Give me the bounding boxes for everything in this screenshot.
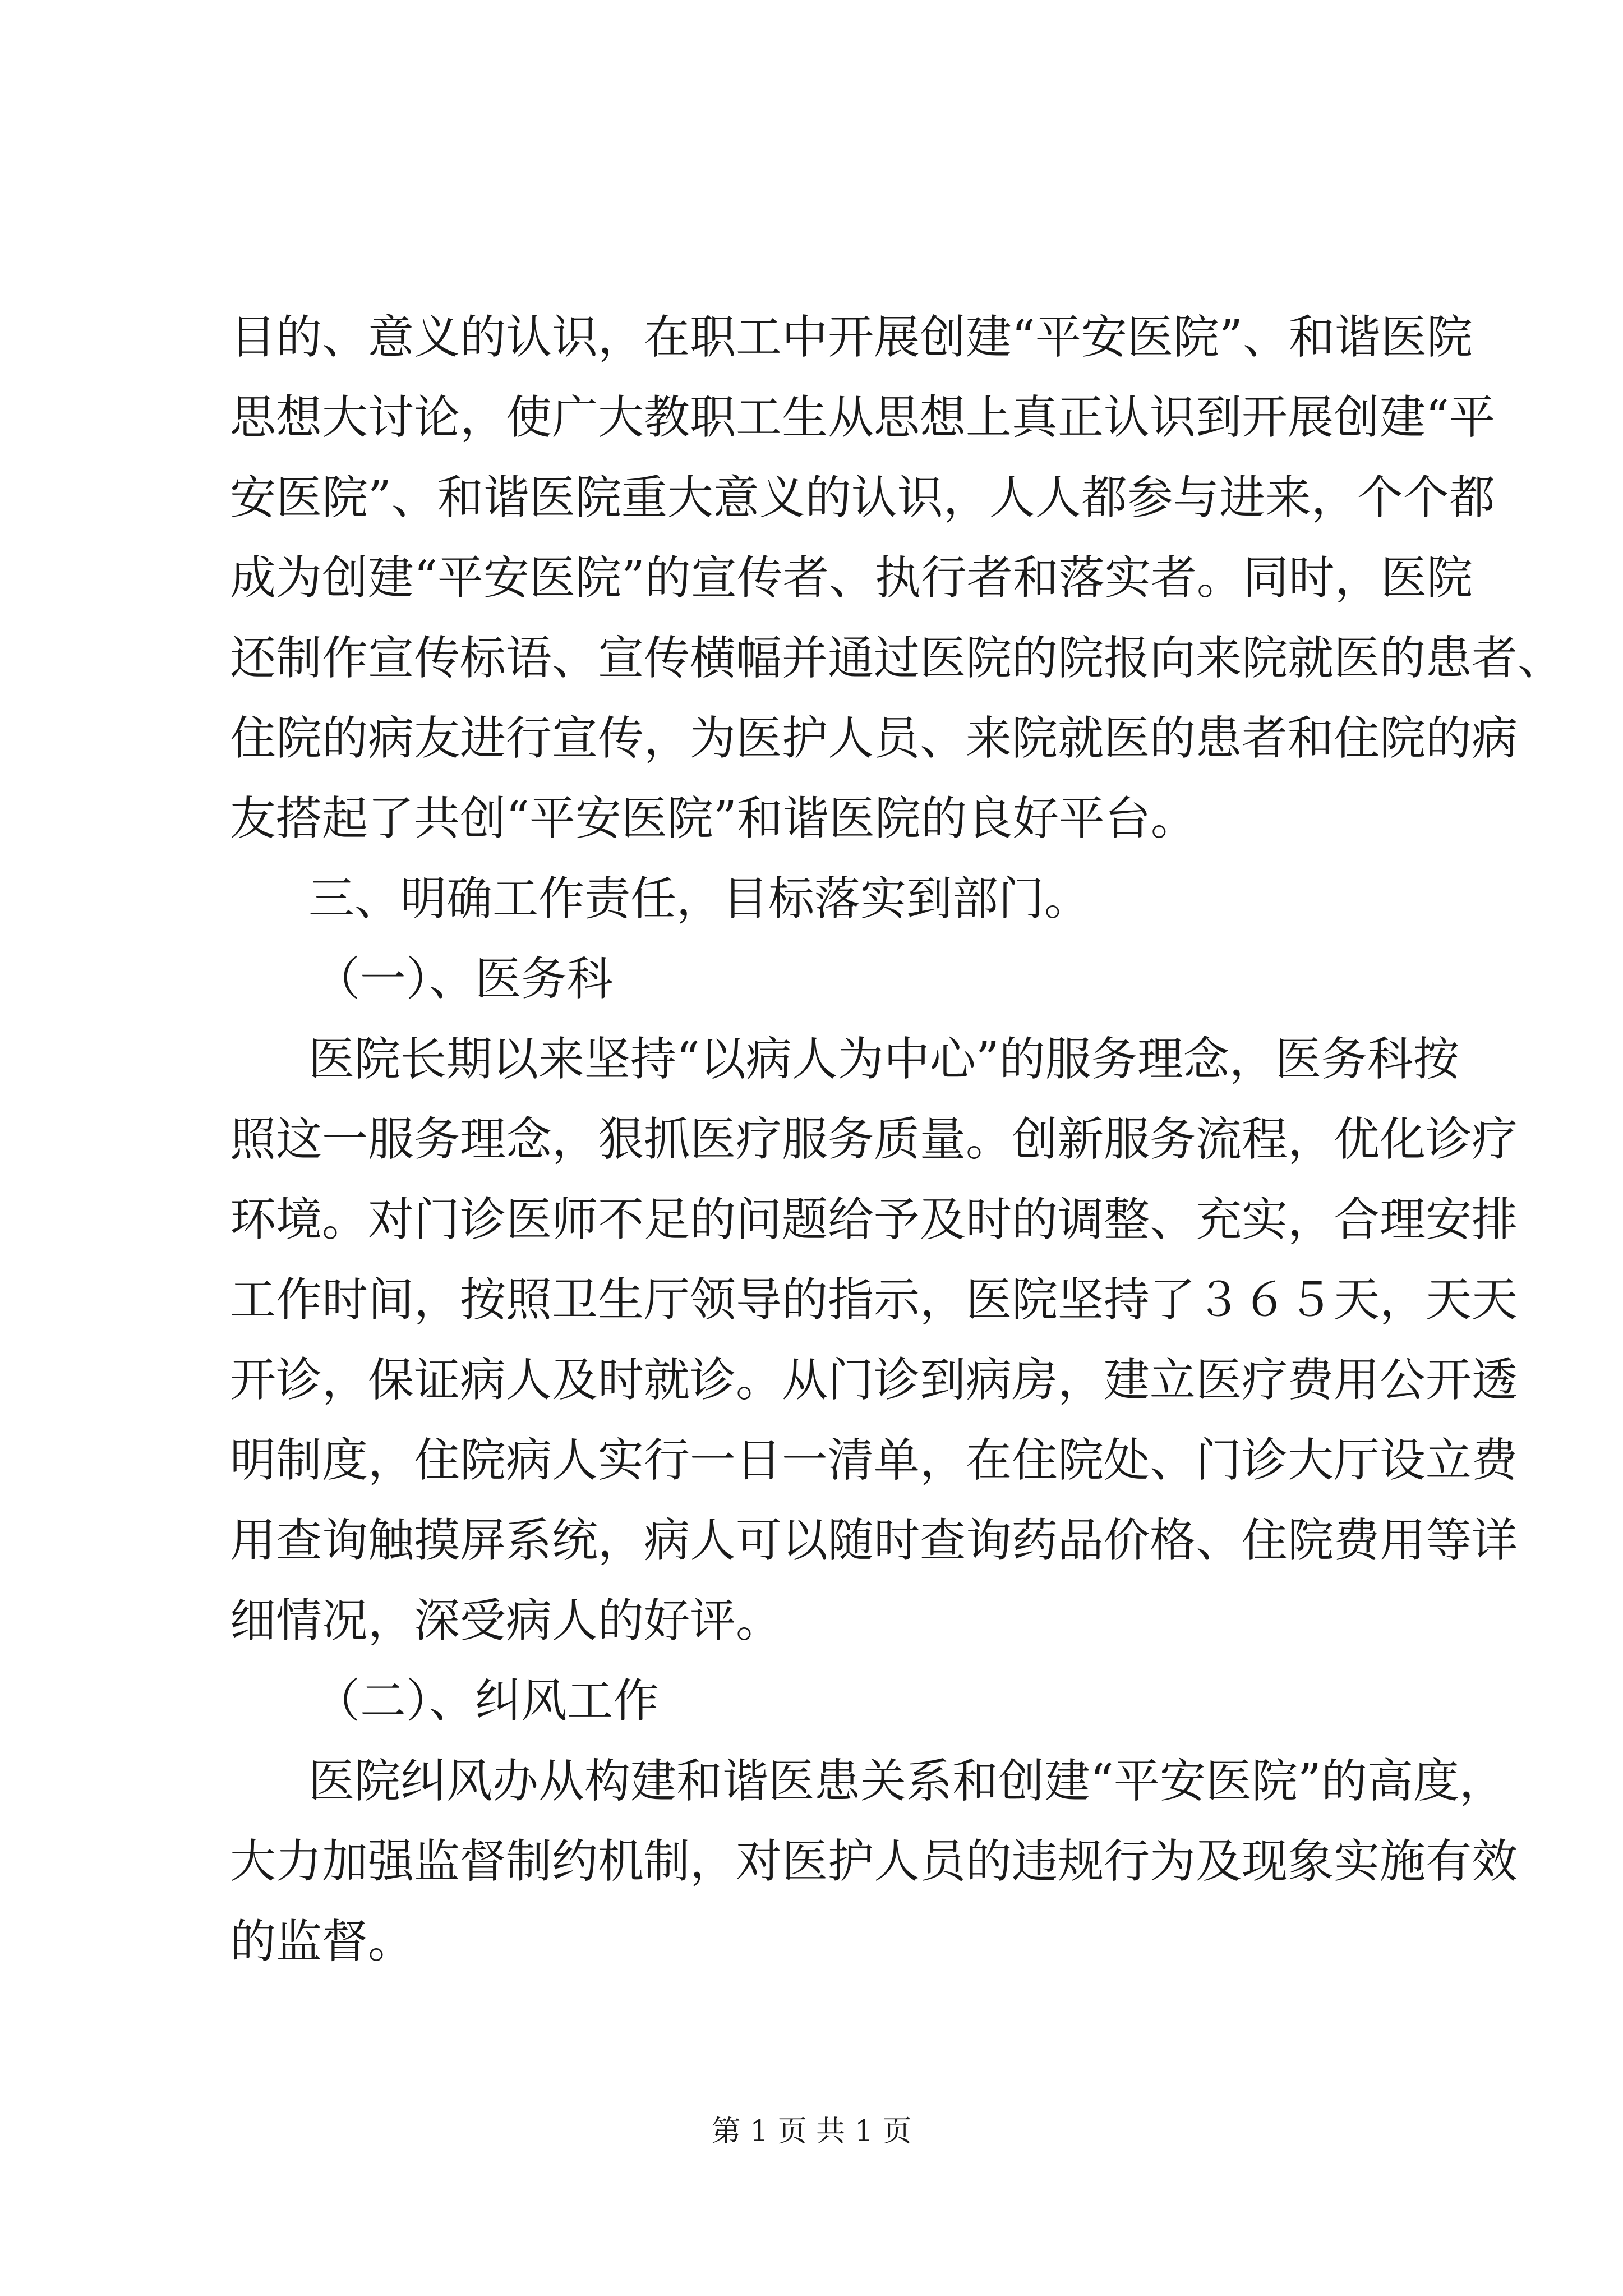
document-body (230, 297, 1564, 1982)
text-line: 开诊，保证病人及时就诊。从门诊到病房，建立医疗费用公开透 (230, 1354, 1518, 1407)
text-line: 医院纠风办从构建和谐医患关系和创建“平安医院”的高度， (308, 1755, 1505, 1808)
page-number-footer: 第 1 页 共 1 页 (711, 2115, 912, 2148)
section-heading: 三、明确工作责任，目标落实到部门。 (308, 872, 1091, 926)
text-line: 友搭起了共创“平安医院”和谐医院的良好平台。 (230, 792, 1197, 845)
text-line: 大力加强监督制约机制，对医护人员的违规行为及现象实施有效 (230, 1835, 1518, 1888)
text-line: 明制度，住院病人实行一日一清单，在住院处、门诊大厅设立费 (230, 1434, 1518, 1487)
text-line: 住院的病友进行宣传，为医护人员、来院就医的患者和住院的病 (230, 712, 1518, 765)
text-line: 环境。对门诊医师不足的问题给予及时的调整、充实，合理安排 (230, 1193, 1518, 1246)
subsection-heading: （二）、纠风工作 (314, 1674, 660, 1728)
text-line: 思想大讨论，使广大教职工生从思想上真正认识到开展创建“平 (230, 391, 1495, 444)
text-line: 工作时间，按照卫生厅领导的指示，医院坚持了３６５天，天天 (230, 1273, 1518, 1327)
text-line: 还制作宣传标语、宣传横幅并通过医院的院报向来院就医的患者、 (230, 632, 1564, 685)
text-line: 目的、意义的认识，在职工中开展创建“平安医院”、和谐医院 (230, 311, 1473, 364)
text-line: 用查询触摸屏系统，病人可以随时查询药品价格、住院费用等详 (230, 1514, 1518, 1567)
text-line: 的监督。 (230, 1915, 414, 1968)
text-line: 安医院”、和谐医院重大意义的认识，人人都参与进来，个个都 (230, 471, 1495, 524)
text-line: 成为创建“平安医院”的宣传者、执行者和落实者。同时，医院 (230, 551, 1473, 605)
text-line: 照这一服务理念，狠抓医疗服务质量。创新服务流程，优化诊疗 (230, 1113, 1518, 1166)
subsection-heading: （一）、医务科 (314, 953, 614, 1006)
text-line: 细情况，深受病人的好评。 (230, 1594, 782, 1648)
text-line: 医院长期以来坚持“以病人为中心”的服务理念，医务科按 (308, 1033, 1459, 1086)
